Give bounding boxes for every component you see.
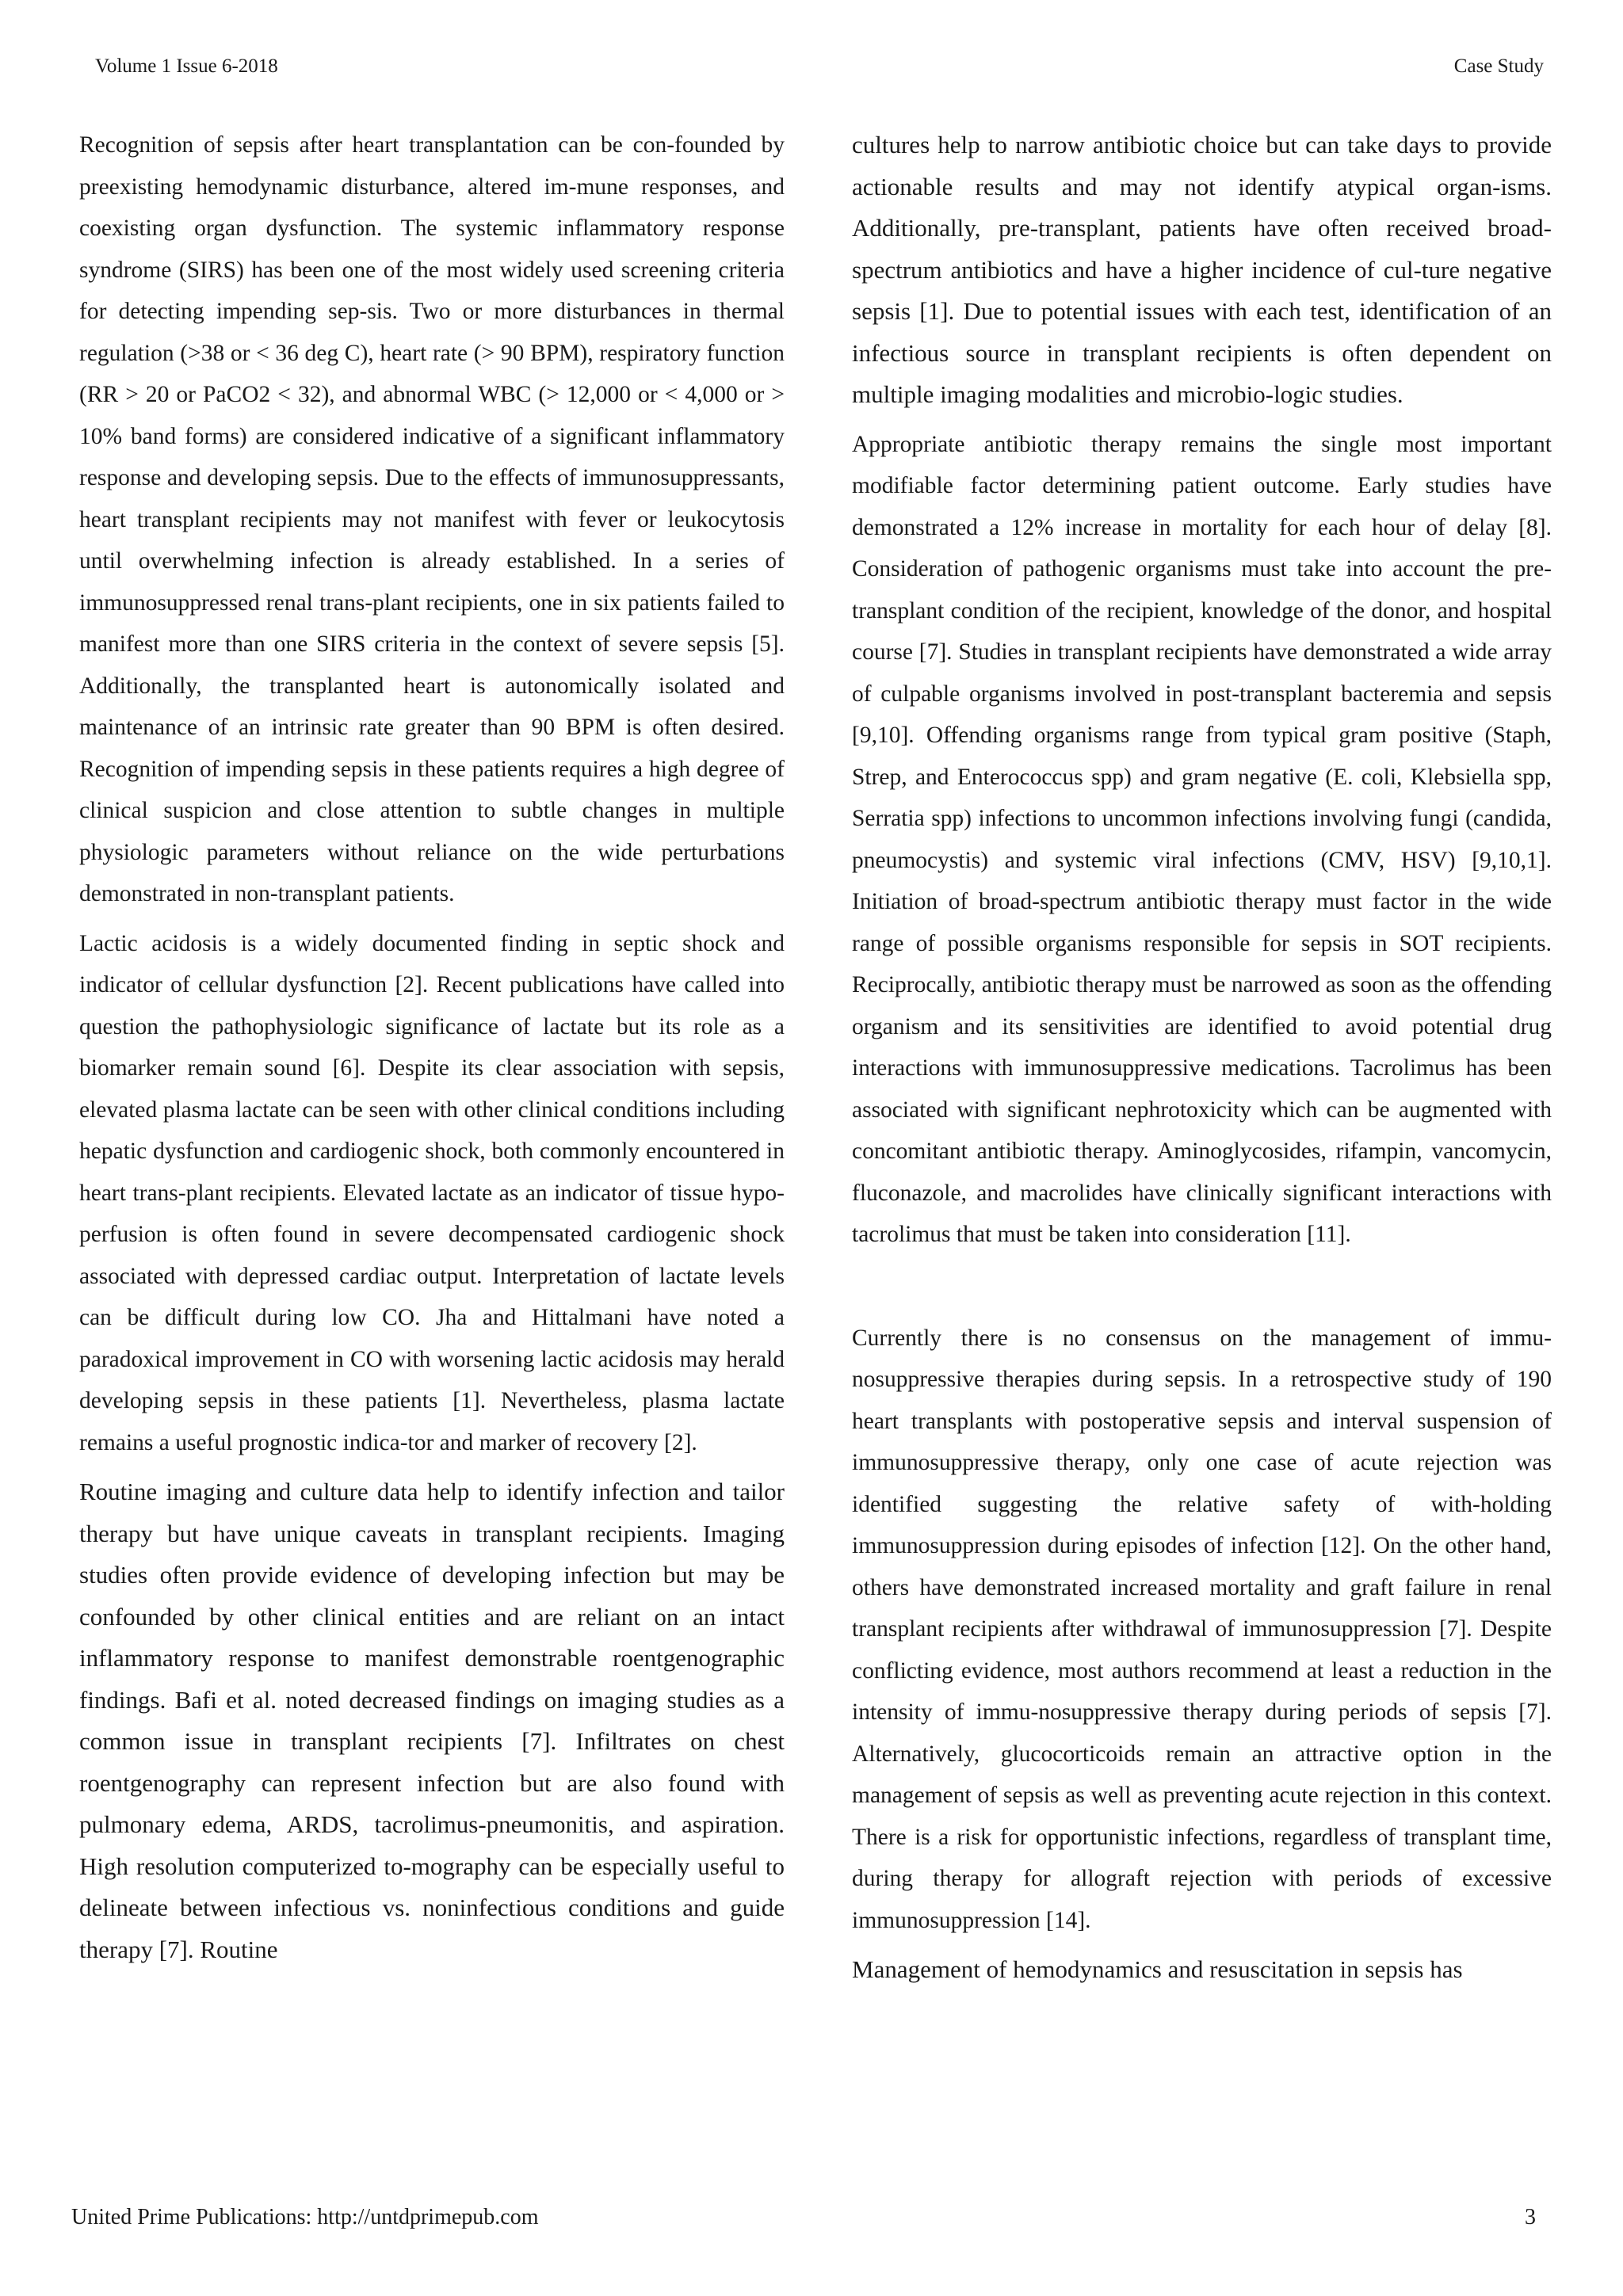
publisher-link[interactable]: United Prime Publications: http://untdprimepub.com (71, 2205, 539, 2229)
right-column (852, 124, 1552, 1999)
journal-volume: Volume 1 Issue 6-2018 (95, 55, 278, 77)
left-column (79, 124, 785, 1978)
paragraph-immunosuppression: Currently there is no consensus on the management of immu-nosuppressive therapies during sepsis. In a retrospective study of 190 heart transplants with postoperative sepsis and interval suspension of immunosuppressive therapy, only one case of acute rejection was identified suggesting the relative safety of with-holding immunosuppression during episodes of infection [12]. On the other hand, others have demonstrated increased mortality and graft failure in renal transplant recipients after withdrawal of immunosuppression [7]. Despite conflicting evidence, most authors recommend at least a reduction in the intensity of immu-nosuppressive therapy during periods of sepsis [7]. Alternatively, glucocorticoids remain an attractive option in the management of sepsis as well as preventing acute rejection in this context. There is a risk for opportunistic infections, regardless of transplant time, during therapy for allograft rejection with periods of excessive immunosuppression [14]. (852, 1325, 1552, 1933)
paragraph-hemodynamics: Management of hemodynamics and resuscitation in sepsis has (852, 1955, 1463, 1983)
paragraph-sirs: Recognition of sepsis after heart transplantation can be con-founded by preexisting hemodynamic disturbance, altered im-mune responses, and coexisting organ dysfunction. The systemic inflammatory response syndrome (SIRS) has been one of the most widely used screening criteria for detecting impending sep-sis. Two or more disturbances in thermal regulation (>38 or < 36 deg C), heart rate (> 90 BPM), respiratory function (RR > 20 or PaCO2 < 32), and abnormal WBC (> 12,000 or < 4,000 or > 10% band forms) are considered indicative of a significant inflammatory response and developing sepsis. Due to the effects of immunosuppressants, heart transplant recipients may not manifest with fever or leukocytosis until overwhelming infection is already established. In a series of immunosuppressed renal trans-plant recipients, one in six patients failed to manifest more than one SIRS criteria in the context of severe sepsis [5]. Additionally, the transplanted heart is autonomically isolated and maintenance of an intrinsic rate greater than 90 BPM is often desired. Recognition of impending sepsis in these patients requires a high degree of clinical suspicion and close attention to subtle changes in multiple physiologic parameters without reliance on the wide perturbations demonstrated in non-transplant patients. (79, 132, 785, 906)
page-number: 3 (1525, 2205, 1536, 2229)
paragraph-imaging: Routine imaging and culture data help to identify infection and tailor therapy but have unique caveats in transplant recipients. Imaging studies often provide evidence of developing infection but may be confounded by other clinical entities and are reliant on an intact inflammatory response to manifest demonstrable roentgenographic findings. Bafi et al. noted decreased findings on imaging studies as a common issue in transplant recipients [7]. Infiltrates on chest roentgenography can represent infection but are also found with pulmonary edema, ARDS, tacrolimus-pneumonitis, and aspiration. High resolution computerized to-mography can be especially useful to delineate between infectious vs. noninfectious conditions and guide therapy [7]. Routine (79, 1478, 785, 1963)
paragraph-antibiotics: Appropriate antibiotic therapy remains the single most important modifiable factor determining patient outcome. Early studies have demonstrated a 12% increase in mortality for each hour of delay [8]. Consideration of pathogenic organisms must take into account the pre-transplant condition of the recipient, knowledge of the donor, and hospital course [7]. Studies in transplant recipients have demonstrated a wide array of culpable organisms involved in post-transplant bacteremia and sepsis [9,10]. Offending organisms range from typical gram positive (Staph, Strep, and Enterococcus spp) and gram negative (E. coli, Klebsiella spp, Serratia spp) infections to uncommon infections involving fungi (candida, pneumocystis) and systemic viral infections (CMV, HSV) [9,10,1]. Initiation of broad-spectrum antibiotic therapy must factor in the wide range of possible organisms responsible for sepsis in SOT recipients. Reciprocally, antibiotic therapy must be narrowed as soon as the offending organism and its sensitivities are identified to avoid potential drug interactions with immunosuppressive medications. Tacrolimus has been associated with significant nephrotoxicity which can be augmented with concomitant antibiotic therapy. Aminoglycosides, rifampin, vancomycin, fluconazole, and macrolides have clinically significant interactions with tacrolimus that must be taken into consideration [11]. (852, 431, 1552, 1247)
paragraph-cultures: cultures help to narrow antibiotic choice but can take days to provide actionable results and may not identify atypical organ-isms. Additionally, pre-transplant, patients have often received broad-spectrum antibiotics and have a higher incidence of cul-ture negative sepsis [1]. Due to potential issues with each test, identification of an infectious source in transplant recipients is often dependent on multiple imaging modalities and microbio-logic studies. (852, 131, 1552, 408)
article-type: Case Study (1453, 55, 1544, 77)
paragraph-lactate: Lactic acidosis is a widely documented finding in septic shock and indicator of cellular dysfunction [2]. Recent publications have called into question the pathophysiologic significance of lactate but its role as a biomarker remain sound [6]. Despite its clear association with sepsis, elevated plasma lactate can be seen with other clinical conditions including hepatic dysfunction and cardiogenic shock, both commonly encountered in heart trans-plant recipients. Elevated lactate as an indicator of tissue hypo-perfusion is often found in severe decompensated cardiogenic shock associated with depressed cardiac output. Interpretation of lactate levels can be difficult during low CO. Jha and Hittalmani have noted a paradoxical improvement in CO with worsening lactic acidosis may herald developing sepsis in these patients [1]. Nevertheless, plasma lactate remains a useful prognostic indica-tor and marker of recovery [2]. (79, 930, 785, 1455)
